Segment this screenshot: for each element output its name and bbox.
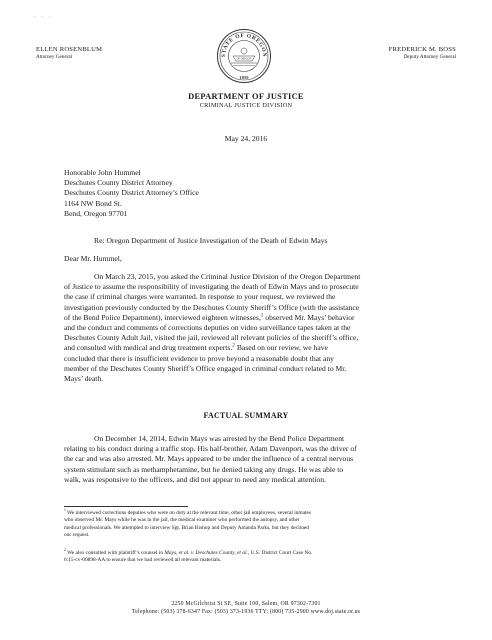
- paragraph-text: observed Mr. Mays’ behavior: [263, 312, 355, 322]
- body-paragraph-intro: [64, 272, 430, 384]
- recipient-line: Honorable John Hummel: [64, 168, 141, 177]
- footnote-2: [64, 550, 434, 565]
- footnote-marker: 1: [64, 508, 66, 513]
- attorney-general-title: Attorney General: [36, 54, 73, 60]
- attorney-general-block: [36, 46, 102, 60]
- paragraph-line: walk, was responsive to the officers, and did not appear to need any medical attention.: [64, 474, 326, 484]
- body-paragraph-factual: [64, 434, 430, 485]
- scan-marks: · · ·: [34, 14, 53, 20]
- paragraph-text: and consulted with medical and drug treatment experts.: [64, 343, 233, 353]
- division-name: CRIMINAL JUSTICE DIVISION: [199, 102, 293, 109]
- paragraph-line: member of the Deschutes County Sheriff’s Office engaged in criminal conduct related to Mr.: [64, 363, 347, 373]
- paragraph-line: Mays’ death.: [64, 374, 104, 384]
- paragraph-line: On March 23, 2015, you asked the Criminal Justice Division of the Oregon Department: [94, 272, 361, 281]
- footnote-divider: [64, 506, 188, 507]
- letterhead-footer: [0, 600, 492, 616]
- svg-text:STATE OF OREGON: [221, 33, 267, 57]
- paragraph-line: concluded that there is insufficient evidence to prove beyond a reasonable doubt that any: [64, 353, 334, 363]
- footnote-text: We interviewed corrections deputies who were on duty at the relevant time, other jail employees, several inmates: [65, 510, 311, 516]
- footnote-text: , U.S. District Court Case No.: [247, 550, 313, 556]
- letter-date: May 24, 2016: [224, 134, 268, 143]
- department-heading: [0, 92, 492, 109]
- paragraph-line: Deschutes County Adult Jail, visited the jail, reviewed all relevant policies of the sheriff’s office,: [64, 333, 359, 343]
- footer-contacts: Telephone: (503) 378-6347 Fax: (503) 373-1936 TTY: (800) 735-2900 www.doj.state.or.us: [131, 609, 361, 615]
- footer-address: 2250 McGilchrist St SE, Suite 100, Salem, OR 97302-7301: [171, 601, 321, 607]
- footnote-line: who observed Mr. Mays while he was in the jail, the medical examiner who performed the autopsy, and other: [64, 517, 300, 524]
- paragraph-text: of the Bend Police Department), interviewed eighteen witnesses,: [64, 312, 261, 322]
- footnote-1: [64, 510, 434, 540]
- paragraph-line: relating to his conduct during a traffic stop. His half-brother, Adam Davenport, was the driver of: [64, 444, 357, 454]
- recipient-line: 1164 NW Bond St.: [64, 198, 122, 208]
- footnote-line: medical professionals. We attempted to interview Sgt. Brian Bishop and Deputy Amanda Parks, but they declined: [64, 524, 309, 531]
- salutation: Dear Mr. Hummel,: [64, 254, 122, 263]
- deputy-attorney-general-name: FREDERICK M. BOSS: [388, 46, 456, 53]
- footnote-marker: 2: [64, 548, 66, 553]
- deputy-attorney-general-block: [389, 46, 456, 60]
- footnote-line: [64, 550, 434, 557]
- paragraph-line: [64, 343, 430, 353]
- paragraph-line: investigation previously conducted by the Deschutes County Sheriff’s Office (with the assistance: [64, 302, 360, 312]
- section-heading: FACTUAL SUMMARY: [203, 411, 289, 420]
- paragraph-line: On December 14, 2014, Edwin Mays was arrested by the Bend Police Department: [94, 434, 345, 443]
- footnote-line: our request.: [64, 532, 90, 539]
- paragraph-line: of Justice to assume the responsibility of investigating the death of Edwin Mays and to prosecute: [64, 282, 359, 292]
- paragraph-line: the case if criminal charges were warranted. In response to your request, we reviewed the: [64, 292, 336, 302]
- subject-line: Re: Oregon Department of Justice Investigation of the Death of Edwin Mays: [94, 236, 328, 245]
- paragraph-line: the car and was also arrested. Mr. Mays appeared to be under the influence of a central nervous: [64, 454, 354, 464]
- paragraph-line: [64, 313, 430, 323]
- paragraph-line: and the conduct and comments of corrections deputies on video surveillance tapes taken at the: [64, 323, 351, 333]
- footnote-ref-1: 1: [260, 312, 264, 319]
- recipient-address: [64, 168, 199, 219]
- recipient-line: Deschutes County District Attorney: [64, 178, 173, 188]
- paragraph-text: Based on our review, we have: [234, 343, 328, 353]
- footnote-ref-2: 2: [232, 342, 235, 349]
- oregon-state-seal-icon: [216, 28, 272, 84]
- paragraph-line: system stimulant such as methamphetamine, but he denied taking any drugs. He was able to: [64, 464, 344, 474]
- attorney-general-name: ELLEN ROSENBLUM: [36, 46, 103, 53]
- seal-center-text: OF OREGON: [236, 57, 252, 61]
- department-name: DEPARTMENT OF JUSTICE: [188, 92, 304, 101]
- recipient-line: Deschutes County District Attorney’s Office: [64, 188, 199, 198]
- case-name: Mays, et al. v. Deschutes County, et al.: [164, 550, 248, 556]
- footnote-line: 6:15-cv-00898-AA to ensure that we had reviewed all relevant materials.: [64, 557, 222, 564]
- deputy-attorney-general-title: Deputy Attorney General: [403, 54, 456, 60]
- seal-year: 1859: [239, 75, 249, 80]
- recipient-line: Bend, Oregon 97701: [64, 208, 128, 218]
- footnote-text: We also consulted with plaintiff’s counsel in: [65, 550, 165, 556]
- seal-arc-text: STATE OF OREGON: [220, 32, 268, 58]
